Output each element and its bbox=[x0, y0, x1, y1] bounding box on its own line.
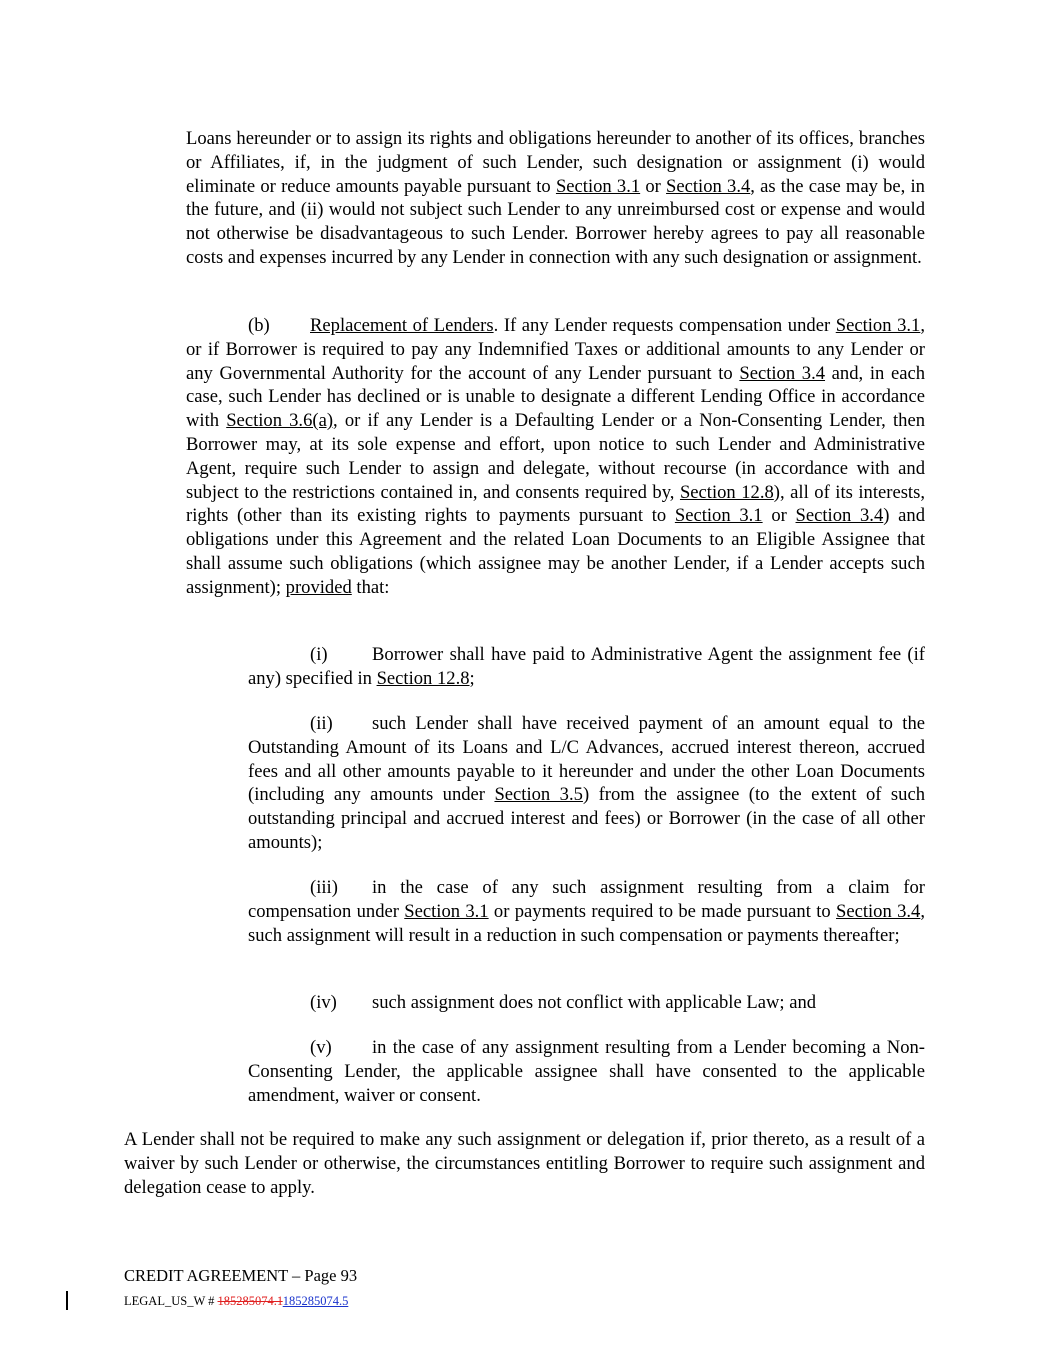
text: ) and obligations under this Agreement and the related Loan Documents to an Eligible Assignee that shall assume such obligations (which assignee may be another Lender, if a Lender accepts such assignment); bbox=[186, 505, 926, 598]
clause-label: (iii) bbox=[310, 877, 338, 898]
paragraph-b-replacement-of-lenders bbox=[186, 314, 925, 600]
section-reference: Section 3.4 bbox=[795, 505, 884, 527]
closing-paragraph bbox=[124, 1128, 925, 1199]
footer-document-id bbox=[124, 1293, 348, 1309]
text: , or if Borrower is required to pay any Indemnified Taxes or additional amounts to any Lender or any Governmental Authority for the account of any Lender pursuant to bbox=[186, 315, 925, 384]
text: , or if any Lender is a Defaulting Lender or a Non-Consenting Lender, then Borrower may, at its sole expense and effort, upon notice to such Lender and Administrative Agent, require such Lender to assign and delegate, without recourse (in accordance with and subject to the restrictions contained in, and consents required by, bbox=[186, 410, 925, 503]
text: , as the case may be, in the future, and (ii) would not subject such Lender to any unreimbursed cost or expense and would not otherwise be disadvantageous to such Lender. Borrower hereby agrees to pay all reasonable costs and expenses incurred by any Lender in connection with any such designation or assignment. bbox=[186, 175, 925, 268]
section-reference: Section 12.8 bbox=[679, 481, 774, 503]
clause-label: (v) bbox=[310, 1037, 332, 1058]
text: and, in each case, such Lender has declined or is unable to designate a different Lending Office in accordance with bbox=[186, 362, 925, 432]
section-reference: Section 3.1 bbox=[835, 315, 921, 336]
section-reference: Section 3.4 bbox=[739, 362, 826, 384]
document-id-prefix: LEGAL_US_W # bbox=[124, 1294, 218, 1308]
clause-label: (ii) bbox=[310, 713, 333, 734]
subclause-iii bbox=[248, 876, 925, 947]
text: or bbox=[640, 175, 667, 197]
section-reference: Section 3.1 bbox=[404, 900, 489, 922]
section-reference: Section 3.1 bbox=[674, 505, 763, 527]
section-reference: Section 3.4 bbox=[836, 900, 921, 922]
text: in the case of any assignment resulting from a Lender becoming a Non-Consenting Lender, the applicable assignee shall have consented to the applicable amendment, waiver or consent. bbox=[248, 1037, 925, 1106]
text: . If any Lender requests compensation under bbox=[493, 315, 836, 336]
text: , such assignment will result in a reduction in such compensation or payments thereafter; bbox=[248, 900, 925, 946]
text: such assignment does not conflict with applicable Law; and bbox=[372, 992, 817, 1013]
provided-term: provided bbox=[285, 576, 352, 598]
clause-heading: Replacement of Lenders bbox=[310, 315, 494, 336]
text: that: bbox=[351, 576, 390, 598]
section-reference: Section 3.1 bbox=[555, 175, 641, 197]
clause-label: (i) bbox=[310, 644, 328, 665]
subclause-i bbox=[248, 643, 925, 691]
text: in the case of any such assignment resulting from a claim for compensation under bbox=[248, 877, 925, 922]
inserted-document-number: 185285074.5 bbox=[282, 1294, 349, 1308]
text: Loans hereunder or to assign its rights and obligations hereunder to another of its offices, branches or Affiliates, if, in the judgment of such Lender, such designation or assignment (i) would eliminate or reduce amounts payable pursuant to bbox=[186, 128, 925, 197]
text: such Lender shall have received payment of an amount equal to the Outstanding Amount of its Loans and L/C Advances, accrued interest thereon, accrued fees and all other amounts payable to it hereunder and under the other Loan Documents (including any amounts under bbox=[248, 713, 925, 806]
text: ), all of its interests, rights (other than its existing rights to payments pursuant to bbox=[186, 481, 925, 527]
clause-label: (b) bbox=[248, 315, 270, 336]
section-reference: Section 3.4 bbox=[666, 175, 751, 197]
text: or bbox=[762, 505, 796, 527]
paragraph-a-continuation bbox=[186, 127, 925, 270]
text: ; bbox=[469, 667, 475, 689]
revision-change-bar bbox=[66, 1291, 68, 1310]
subclause-iv bbox=[248, 991, 925, 1015]
footer-page-title: CREDIT AGREEMENT – Page 93 bbox=[124, 1266, 358, 1285]
subclause-v bbox=[248, 1036, 925, 1107]
deleted-document-number: 185285074.1 bbox=[217, 1294, 283, 1308]
text: ) from the assignee (to the extent of such outstanding principal and accrued interest and fees) or Borrower (in the case of all other amounts); bbox=[248, 784, 926, 853]
section-reference: Section 3.6(a) bbox=[226, 410, 334, 432]
section-reference: Section 3.5 bbox=[494, 784, 583, 806]
text: or payments required to be made pursuant to bbox=[488, 900, 836, 922]
section-reference: Section 12.8 bbox=[376, 667, 470, 689]
subclause-ii bbox=[248, 712, 925, 855]
text: Borrower shall have paid to Administrative Agent the assignment fee (if any) specified in bbox=[248, 644, 925, 689]
text: A Lender shall not be required to make any such assignment or delegation if, prior thereto, as a result of a waiver by such Lender or otherwise, the circumstances entitling Borrower to require such assignment and delegation cease to apply. bbox=[124, 1129, 925, 1198]
clause-label: (iv) bbox=[310, 992, 337, 1013]
